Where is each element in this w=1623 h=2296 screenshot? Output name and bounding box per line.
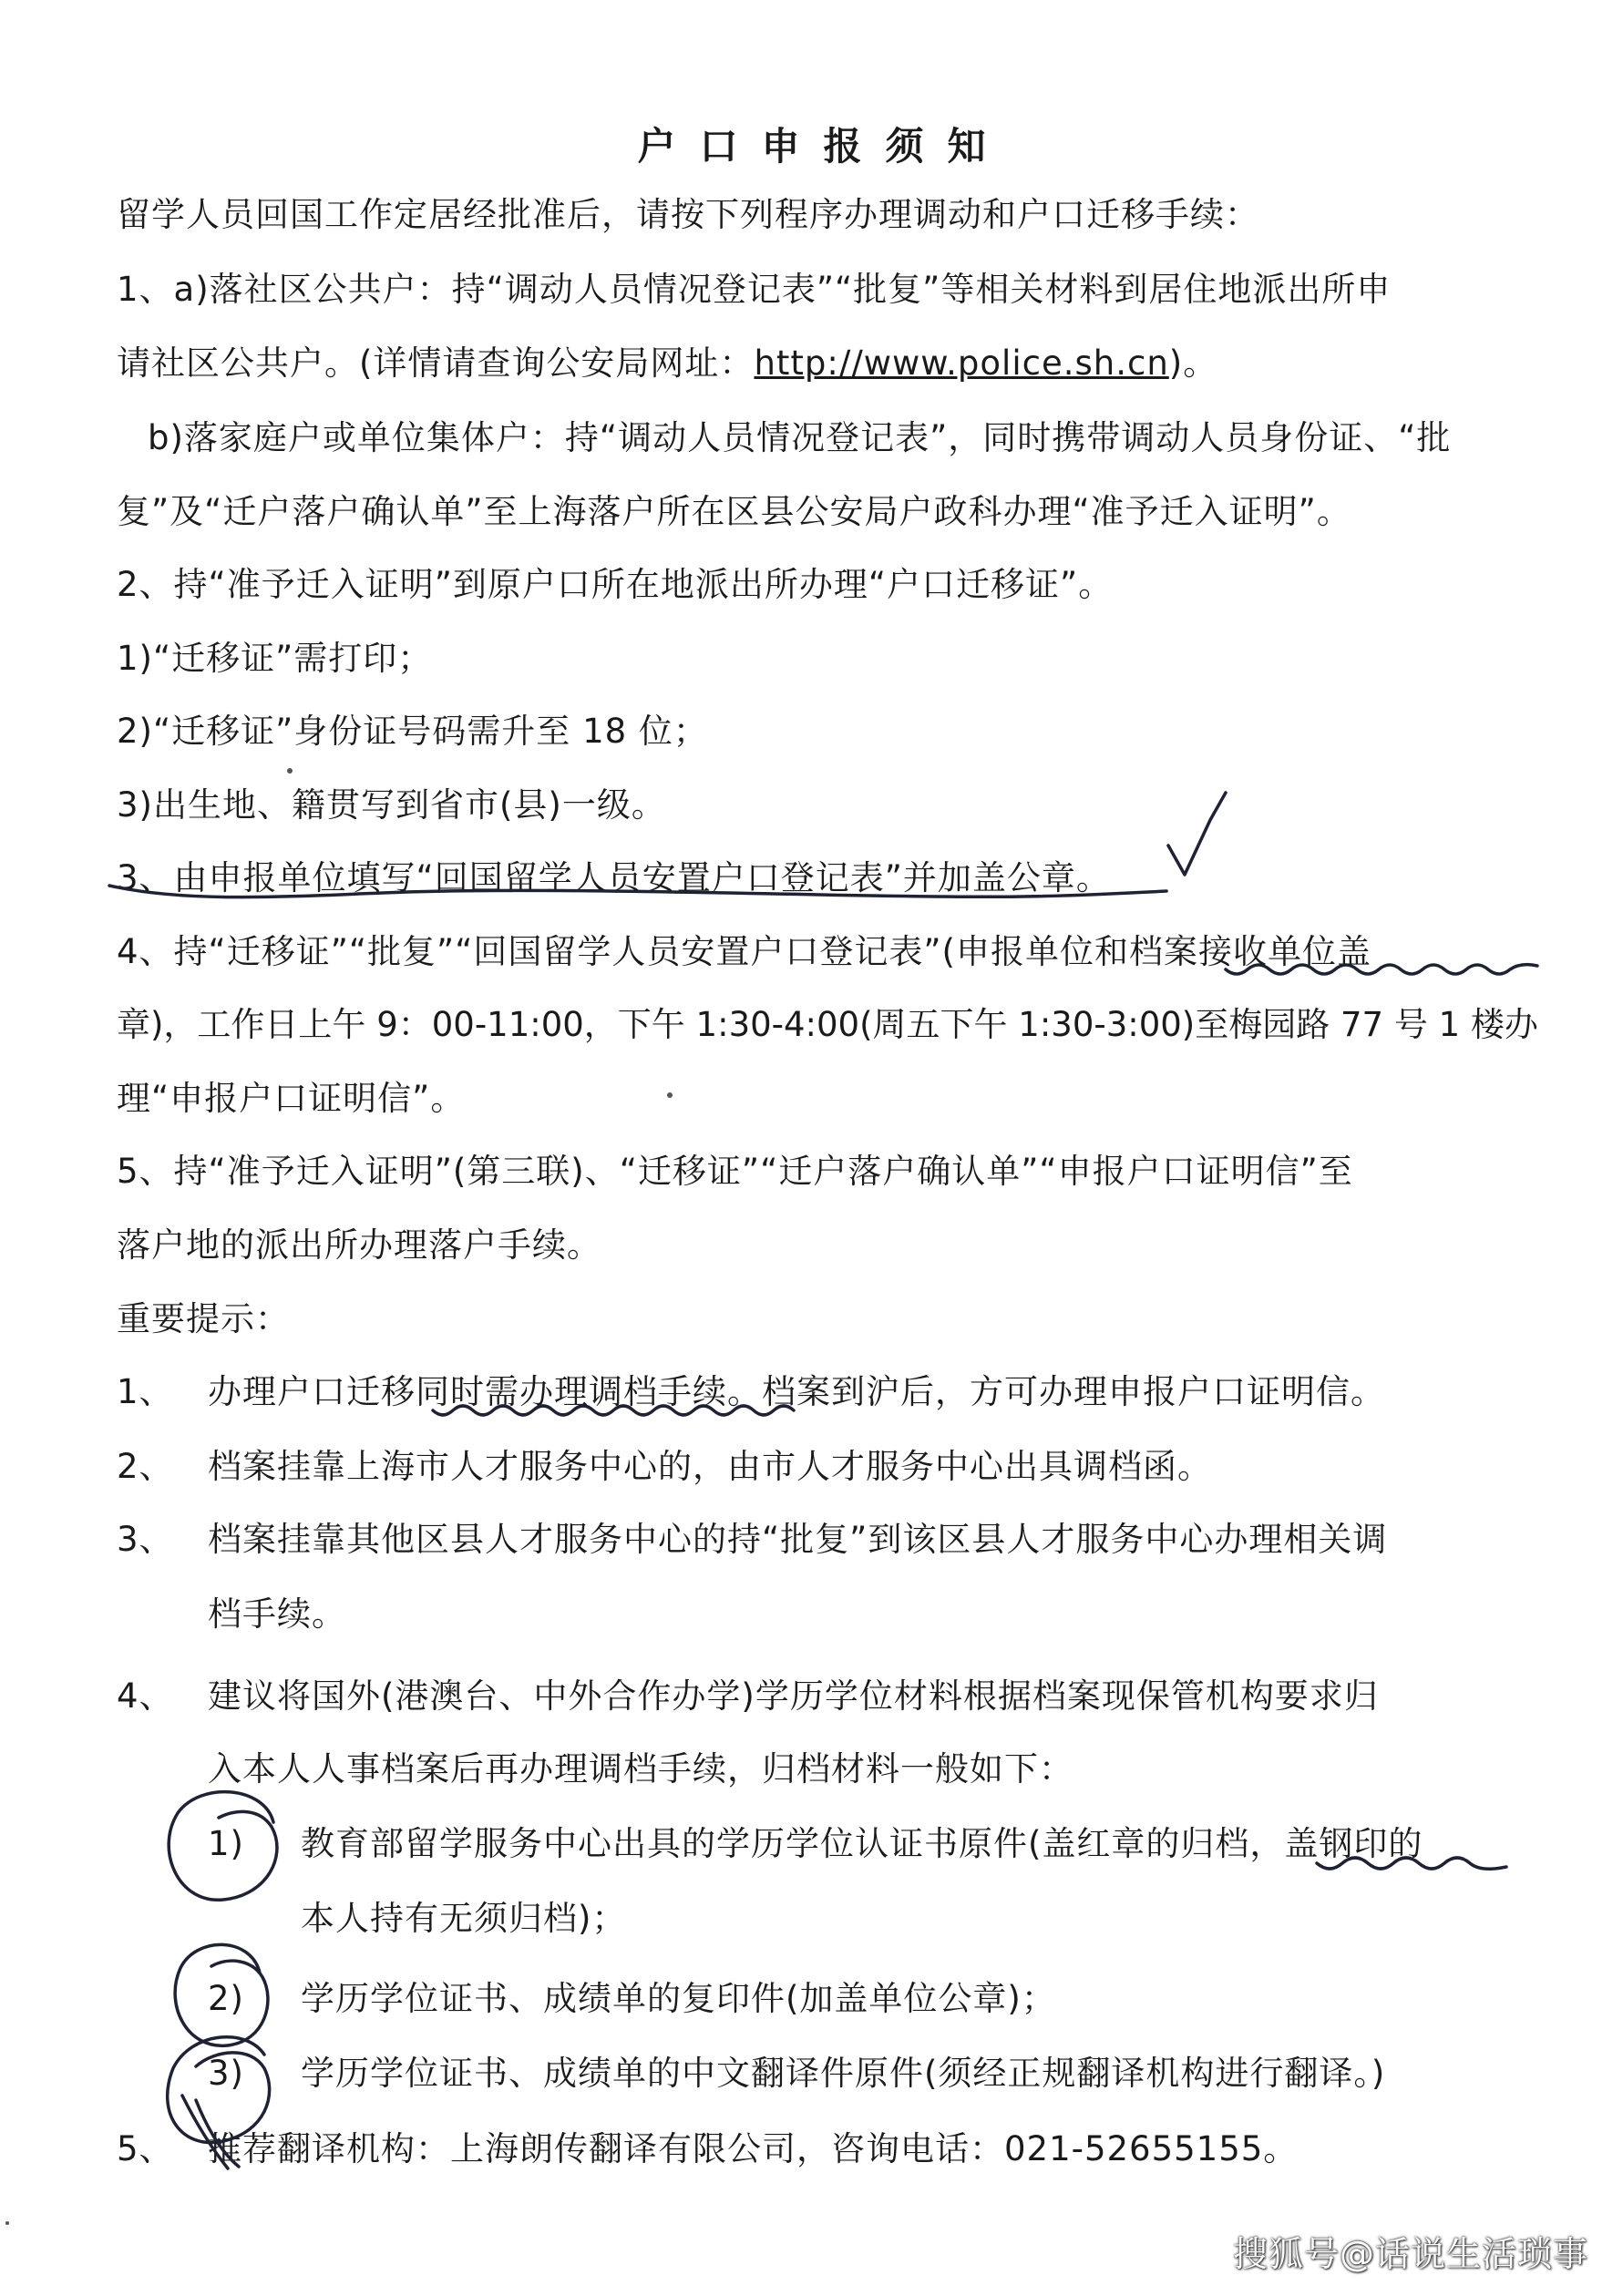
watermark-text: 搜狐号@话说生活琐事 xyxy=(1232,2234,1588,2274)
step-2-item-3: 3)出生地、籍贯写到省市(县)一级。 xyxy=(117,785,666,825)
note-2: 档案挂靠上海市人才服务中心的，由市人才服务中心出具调档函。 xyxy=(208,1447,1212,1486)
note-1-number: 1、 xyxy=(117,1372,174,1411)
note-4-line-1: 建议将国外(港澳台、中外合作办学)学历学位材料根据档案现保管机构要求归 xyxy=(208,1676,1379,1716)
step-5-line-2: 落户地的派出所办理落户手续。 xyxy=(117,1225,601,1265)
stray-mark-3 xyxy=(5,2221,9,2225)
note-3-line-2: 档手续。 xyxy=(208,1594,346,1634)
police-website-link[interactable]: http://www.police.sh.cn xyxy=(754,343,1169,383)
sub-item-1-line-2: 本人持有无须归档)； xyxy=(301,1899,627,1938)
step-1a-text: 请社区公共户。(详情请查询公安局网址： xyxy=(117,343,755,383)
step-1a-line-2 xyxy=(117,342,1217,385)
step-1a-line-1: 1、a)落社区公共户：持“调动人员情况登记表”“批复”等相关材料到居住地派出所申 xyxy=(117,270,1392,309)
step-1b-line-1: b)落家庭户或单位集体户：持“调动人员情况登记表”，同时携带调动人员身份证、“批 xyxy=(148,418,1452,457)
step-5-line-1: 5、持“准予迁入证明”(第三联)、“迁移证”“迁户落户确认单”“申报户口证明信”至 xyxy=(117,1152,1353,1191)
step-3: 3、由申报单位填写“回国留学人员安置户口登记表”并加盖公章。 xyxy=(117,858,1111,897)
intro-text: 留学人员回国工作定居经批准后，请按下列程序办理调动和户口迁移手续： xyxy=(117,195,1259,234)
sub-item-1-line-1: 教育部留学服务中心出具的学历学位认证书原件(盖红章的归档，盖钢印的 xyxy=(301,1824,1423,1863)
note-4-line-2: 入本人人事档案后再办理调档手续，归档材料一般如下： xyxy=(208,1749,1073,1789)
sub-item-3: 学历学位证书、成绩单的中文翻译件原件(须经正规翻译机构进行翻译。) xyxy=(301,2054,1386,2093)
stray-mark-2 xyxy=(667,1092,673,1098)
step-4-line-3: 理“申报户口证明信”。 xyxy=(117,1079,466,1118)
sub-item-2-number: 2) xyxy=(208,1979,244,2018)
step-2: 2、持“准予迁入证明”到原户口所在地派出所办理“户口迁移证”。 xyxy=(117,565,1114,604)
note-4-number: 4、 xyxy=(117,1676,174,1716)
note-5-number: 5、 xyxy=(117,2129,174,2168)
sub-item-3-number: 3) xyxy=(208,2054,244,2093)
sub-item-1-number: 1) xyxy=(208,1824,244,1863)
step-1a-close: )。 xyxy=(1168,343,1218,383)
step-4-line-1: 4、持“迁移证”“批复”“回国留学人员安置户口登记表”(申报单位和档案接收单位盖 xyxy=(117,932,1371,971)
note-1: 办理户口迁移同时需办理调档手续。档案到沪后，方可办理申报户口证明信。 xyxy=(208,1372,1385,1411)
note-2-number: 2、 xyxy=(117,1447,174,1486)
note-5: 推荐翻译机构：上海朗传翻译有限公司，咨询电话：021-52655155。 xyxy=(208,2129,1299,2168)
step-1b-line-2: 复”及“迁户落户确认单”至上海落户所在区县公安局户政科办理“准予迁入证明”。 xyxy=(117,492,1351,531)
stray-mark-1 xyxy=(287,768,293,774)
sub-item-2: 学历学位证书、成绩单的复印件(加盖单位公章)； xyxy=(301,1979,1056,2018)
check-mark-icon xyxy=(1168,793,1226,875)
notes-heading: 重要提示： xyxy=(117,1299,290,1338)
step-4-line-2: 章)，工作日上午 9：00-11:00，下午 1:30-4:00(周五下午 1:30-3:00)至梅园路 77 号 1 楼办 xyxy=(117,1005,1538,1044)
step-2-item-2: 2)“迁移证”身份证号码需升至 18 位； xyxy=(117,712,708,751)
document-title: 户口申报须知 xyxy=(637,124,1010,169)
note-3-number: 3、 xyxy=(117,1520,174,1559)
step-2-item-1: 1)“迁移证”需打印； xyxy=(117,639,433,678)
note-3-line-1: 档案挂靠其他区县人才服务中心的持“批复”到该区县人才服务中心办理相关调 xyxy=(208,1520,1388,1559)
